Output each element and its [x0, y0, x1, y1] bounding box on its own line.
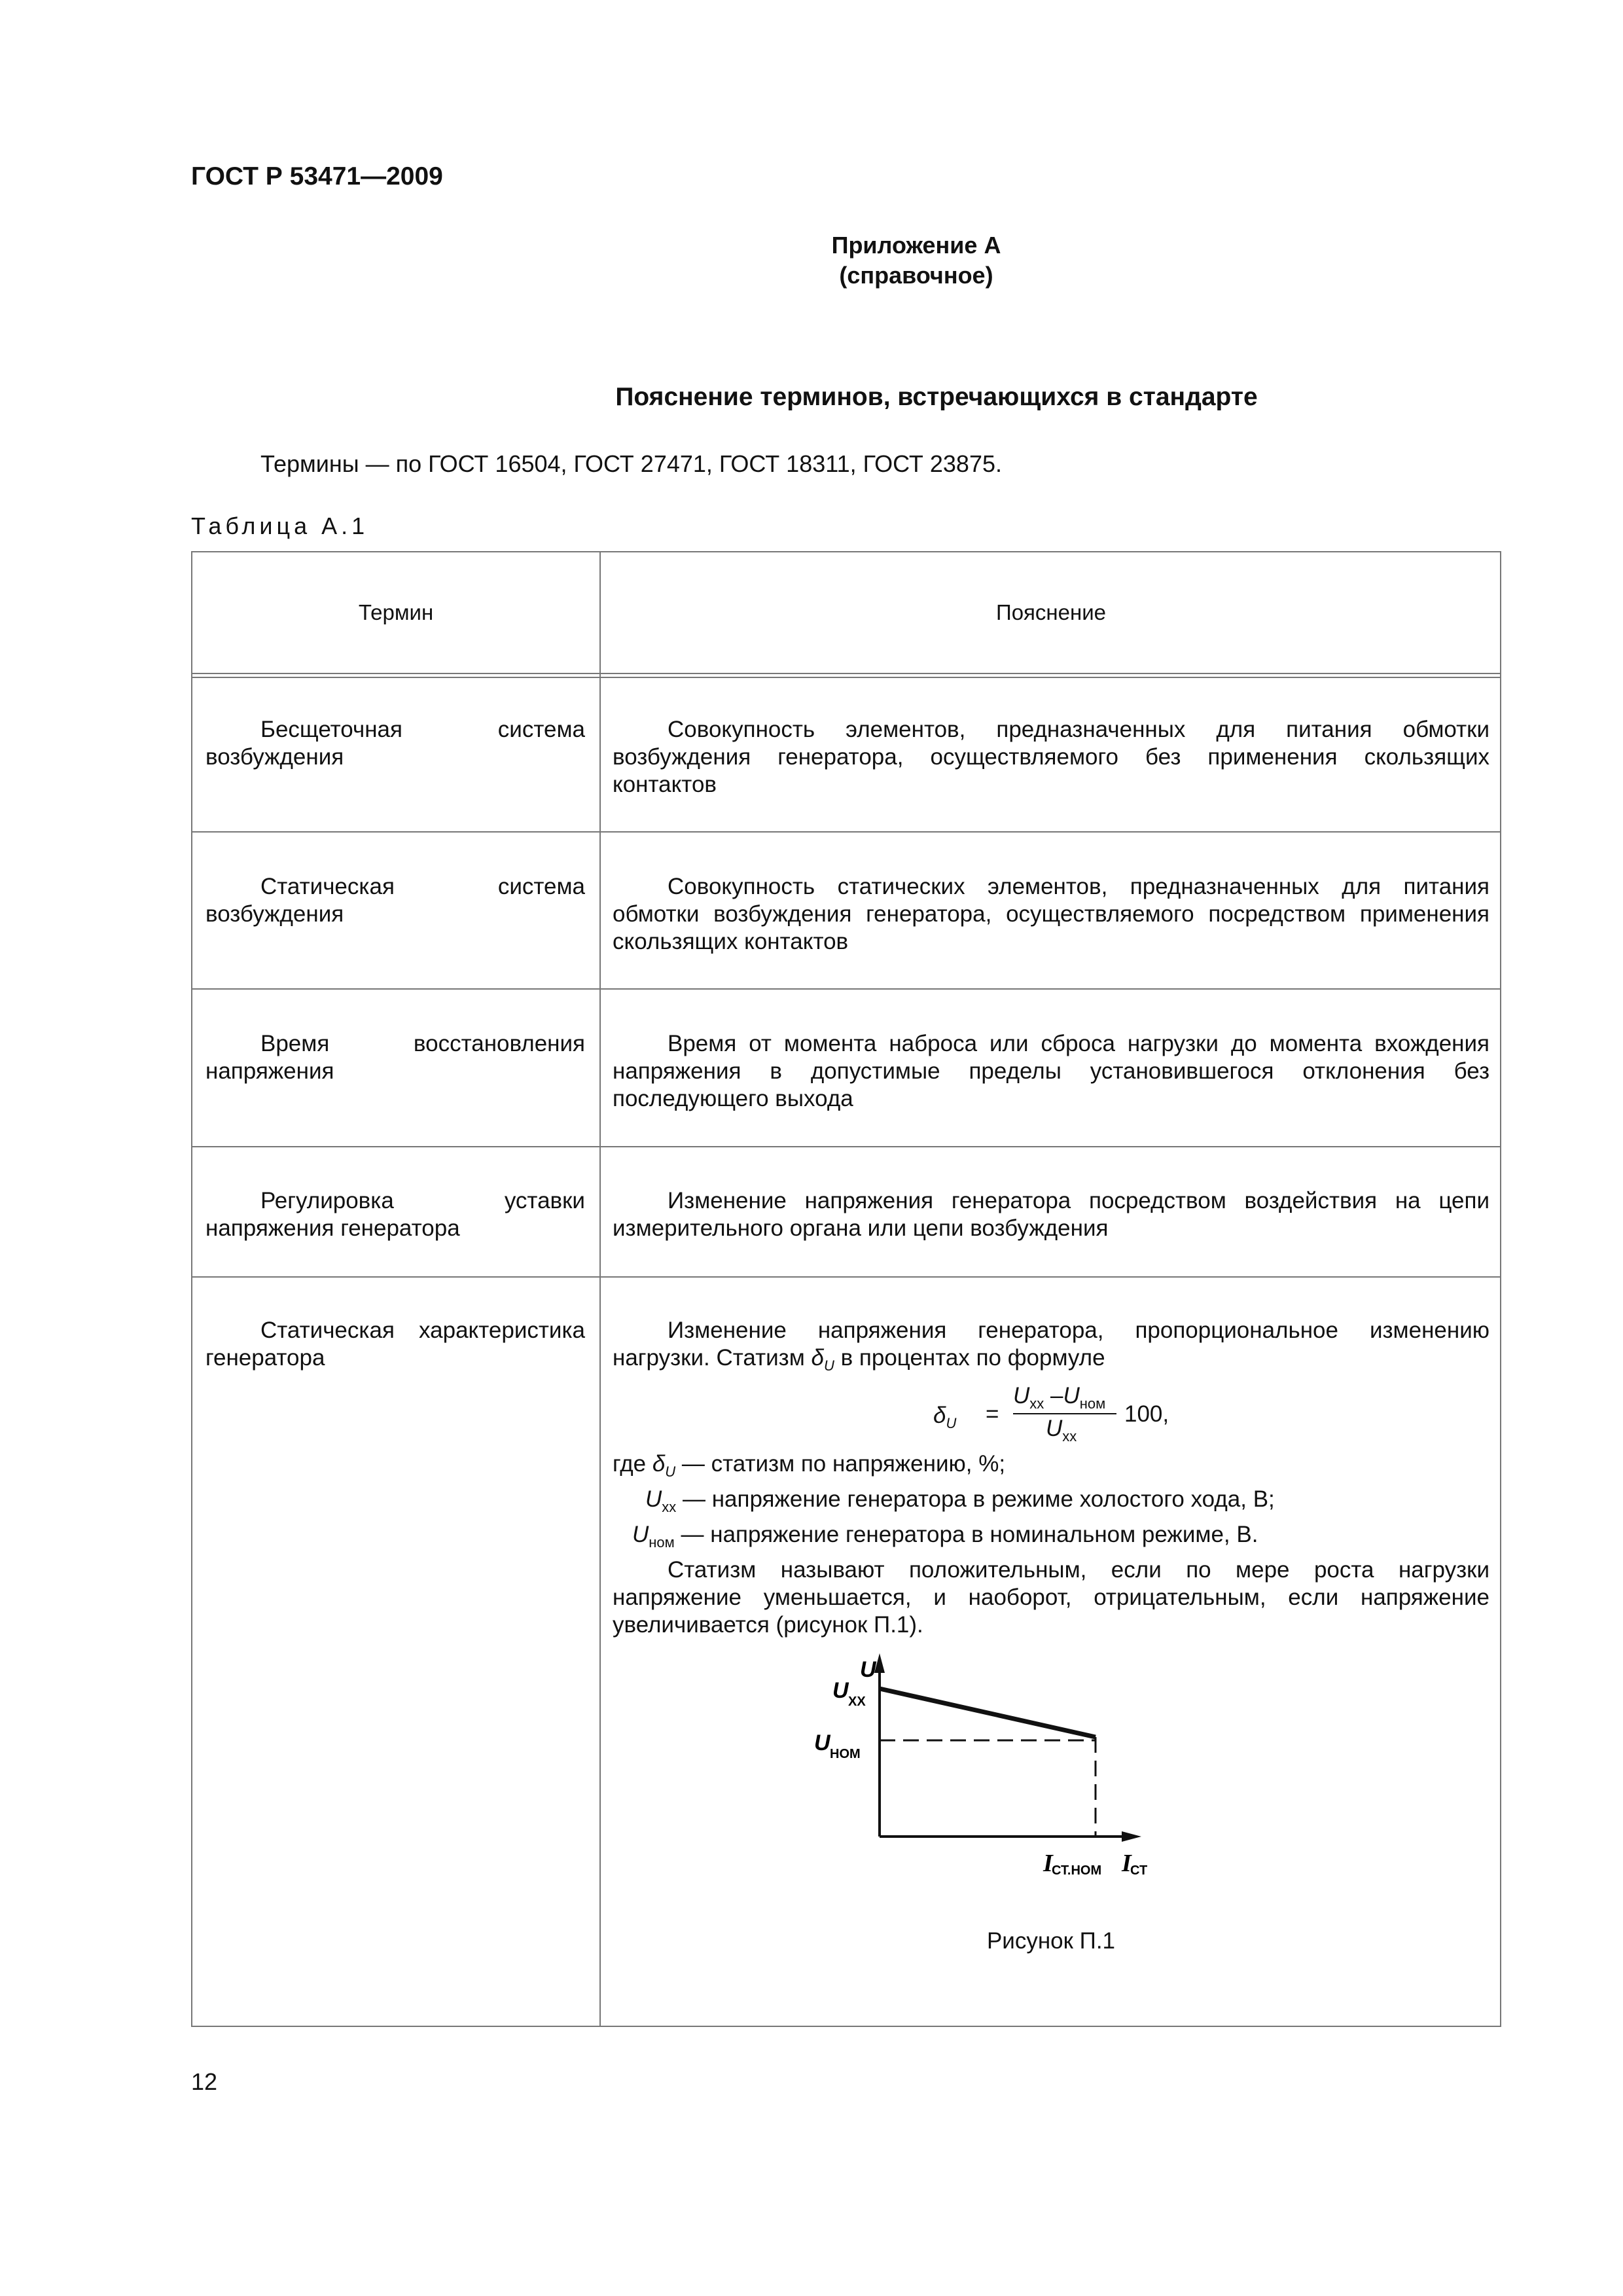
axis-y-label: U [860, 1657, 876, 1682]
annex-subtitle: (справочное) [839, 262, 993, 289]
column-divider [599, 552, 601, 2026]
i-nom-sub: СТ.НОМ [1052, 1863, 1102, 1878]
terms-reference: Термины — по ГОСТ 16504, ГОСТ 27471, ГОСТ 18311, ГОСТ 23875. [260, 450, 1002, 477]
document-code: ГОСТ Р 53471—2009 [191, 162, 443, 190]
table-row-term: Статическая система возбуждения [205, 874, 585, 927]
annex-title: Приложение А [831, 232, 1001, 259]
annex-heading [720, 230, 1113, 291]
axis-x-sub: СТ [1130, 1863, 1148, 1878]
figure-caption: Рисунок П.1 [986, 1928, 1116, 1954]
i-nom-label: I [1043, 1850, 1053, 1877]
statism-note: Статизм называют положительным, если по мере роста нагрузки напряжение уменьшается, и наоборот, отрицательным, если напряжение увеличивается (рисунок П.1). [613, 1557, 1489, 1638]
table-row-term: Бесщеточная система возбуждения [205, 717, 585, 770]
table-row-term: Регулировка уставки напряжения генератора [205, 1188, 585, 1241]
header-explanation: Пояснение [995, 600, 1107, 624]
axis-x-label: I [1122, 1850, 1132, 1877]
row-divider [192, 831, 1500, 833]
delta-symbol: δ [811, 1345, 824, 1371]
statism-chart [801, 1652, 1168, 1927]
statism-formula: $\delta_U$ = $U_{xx}$ $-U_{ном}$ $U_{xx}$ 100, [933, 1383, 1169, 1444]
table-row-explanation: Изменение напряжения генератора посредством воздействия на цепи измерительного органа или цепи возбуждения [613, 1188, 1489, 1241]
table-label: Таблица А.1 [191, 512, 369, 539]
u-nom-label: U [814, 1731, 830, 1755]
header-term: Термин [358, 600, 434, 624]
table-row-explanation: Совокупность элементов, предназначенных для питания обмотки возбуждения генератора, осуществляемого без применения скользящих контактов [613, 717, 1489, 797]
formula-legend: где $\delta_U$ — статизм по напряжению, %; $U_{xx}$ — напряжение генератора в режиме холостого хода, В; $U_{ном}$ — напряжение генератора в номинальном режиме, В. [613, 1451, 1275, 1551]
row-divider [192, 988, 1500, 990]
characteristic-line [880, 1689, 1096, 1737]
row-divider [192, 1276, 1500, 1278]
terms-table [191, 551, 1501, 2027]
row-divider [192, 1146, 1500, 1147]
section-title: Пояснение терминов, встречающихся в стандарте [615, 383, 1258, 411]
u-xx-label: U [832, 1678, 849, 1703]
page-number: 12 [191, 2068, 218, 2095]
table-row-term: Статическая характеристика генератора [205, 1318, 585, 1371]
table-row-term: Время восстановления напряжения [205, 1031, 585, 1084]
table-row-explanation: Изменение напряжения генератора, пропорциональное изменению нагрузки. Статизм $\delta_U$ в процентах по формуле $\delta_U$ = $U_{xx}$ $-U_{ном}$ $U_{xx}$ 100, где $\delta_U$ — статизм по напряжению, %; $U_{xx}$ — напряжение генератора в режиме холостого хода, В; $U_{ном}$ — напряжение генератора в номинальном режиме, В. Статизм называют положительным, если по мере роста нагрузки напряжение уменьшается, и наоборот, отрицательным, если напряжение увеличивается (рисунок П.1). [613, 1318, 1489, 1638]
header-divider [192, 673, 1500, 674]
u-xx-sub: XX [848, 1695, 866, 1709]
table-row-explanation: Совокупность статических элементов, предназначенных для питания обмотки возбуждения генератора, осуществляемого посредством применения скользящих контактов [613, 874, 1489, 954]
table-row-explanation: Время от момента наброса или сброса нагрузки до момента вхождения напряжения в допустимые пределы установившегося отклонения без последующего выхода [613, 1031, 1489, 1111]
statism-figure [801, 1652, 1168, 1930]
header-divider-double [192, 677, 1500, 678]
x-axis-arrow-icon [1122, 1831, 1141, 1842]
statism-intro: Изменение напряжения генератора, пропорциональное изменению нагрузки. Статизм [613, 1318, 1489, 1371]
u-nom-sub: НОМ [830, 1747, 861, 1761]
